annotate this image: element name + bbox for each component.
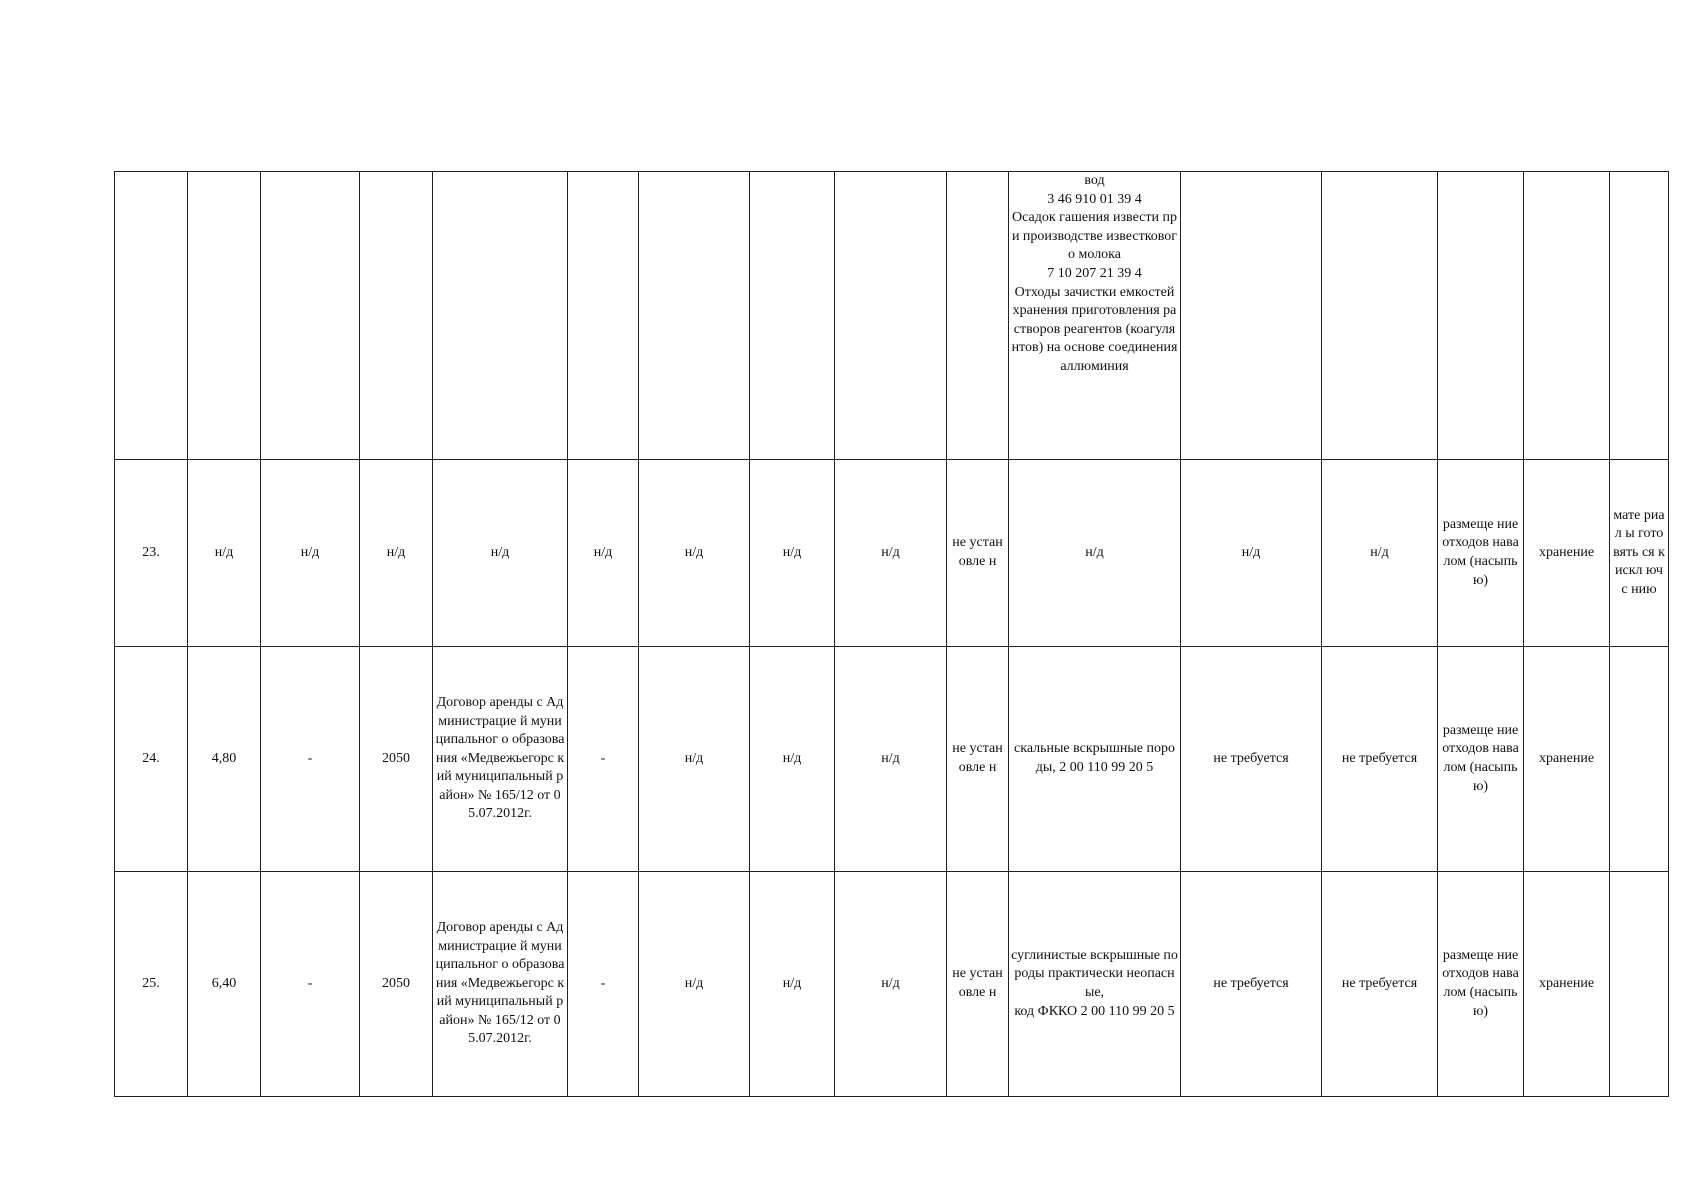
cell-empty	[1524, 172, 1610, 460]
table-row-25	[115, 872, 1669, 1097]
cell-waste-continuation: вод 3 46 910 01 39 4 Осадок гашения извести при производстве известкового молока 7 10 207 21 39 4 Отходы зачистки емкостей хранения приготовления растворов реагентов (коагулянтов) на основе соединения аллюминия	[1009, 172, 1181, 460]
cell-empty	[947, 172, 1009, 460]
cell-empty	[1181, 172, 1322, 460]
cell-area: 4,80	[188, 647, 261, 872]
cell-purpose: хранение	[1524, 647, 1610, 872]
cell-document: Договор аренды с Администрацие й муниципальног о образования «Медвежьегорс кий муниципальный район» № 165/12 от 05.07.2012г.	[433, 872, 568, 1097]
cell-waste: суглинистые вскрышные породы практически неопасные, код ФККО 2 00 110 99 20 5	[1009, 872, 1181, 1097]
cell-empty	[261, 172, 360, 460]
cell-empty	[1438, 172, 1524, 460]
cell-year: 2050	[360, 647, 433, 872]
cell-document: Договор аренды с Администрацие й муниципальног о образования «Медвежьегорс кий муниципальный район» № 165/12 от 05.07.2012г.	[433, 647, 568, 872]
cell-area: 6,40	[188, 872, 261, 1097]
cell-empty	[360, 172, 433, 460]
cell-col13: н/д	[1322, 460, 1438, 647]
cell-year: 2050	[360, 872, 433, 1097]
cell-col9: н/д	[835, 872, 947, 1097]
cell-col12: не требуется	[1181, 647, 1322, 872]
cell-document: н/д	[433, 460, 568, 647]
cell-area: н/д	[188, 460, 261, 647]
cell-col9: н/д	[835, 460, 947, 647]
cell-placement-method: размеще ние отходов навалом (насыпь ю)	[1438, 460, 1524, 647]
cell-col8: н/д	[750, 460, 835, 647]
cell-col3: -	[261, 647, 360, 872]
cell-col7: н/д	[639, 460, 750, 647]
cell-number: 24.	[115, 647, 188, 872]
cell-empty	[750, 172, 835, 460]
cell-empty	[1610, 172, 1669, 460]
table-row-continuation	[115, 172, 1669, 460]
cell-empty	[1322, 172, 1438, 460]
table-row-24	[115, 647, 1669, 872]
cell-empty	[115, 172, 188, 460]
cell-col8: н/д	[750, 647, 835, 872]
cell-col10: не устан овле н	[947, 647, 1009, 872]
cell-col10: не устан овле н	[947, 460, 1009, 647]
waste-register-table	[114, 171, 1669, 1097]
cell-col3: -	[261, 872, 360, 1097]
cell-col10: не устан овле н	[947, 872, 1009, 1097]
cell-col6: н/д	[568, 460, 639, 647]
cell-col7: н/д	[639, 647, 750, 872]
cell-number: 23.	[115, 460, 188, 647]
cell-col12: не требуется	[1181, 872, 1322, 1097]
cell-purpose: хранение	[1524, 872, 1610, 1097]
cell-col13: не требуется	[1322, 872, 1438, 1097]
cell-empty	[568, 172, 639, 460]
cell-col9: н/д	[835, 647, 947, 872]
cell-col8: н/д	[750, 872, 835, 1097]
cell-empty	[188, 172, 261, 460]
cell-empty	[433, 172, 568, 460]
cell-col13: не требуется	[1322, 647, 1438, 872]
cell-col7: н/д	[639, 872, 750, 1097]
cell-col12: н/д	[1181, 460, 1322, 647]
cell-empty	[835, 172, 947, 460]
cell-placement-method: размеще ние отходов навалом (насыпь ю)	[1438, 872, 1524, 1097]
cell-col6: -	[568, 647, 639, 872]
cell-waste: н/д	[1009, 460, 1181, 647]
cell-note: мате риал ы гото вять ся к искл ючс нию	[1610, 460, 1669, 647]
cell-note	[1610, 647, 1669, 872]
cell-note	[1610, 872, 1669, 1097]
cell-waste: скальные вскрышные породы, 2 00 110 99 20 5	[1009, 647, 1181, 872]
cell-number: 25.	[115, 872, 188, 1097]
cell-col3: н/д	[261, 460, 360, 647]
table-row-23	[115, 460, 1669, 647]
cell-year: н/д	[360, 460, 433, 647]
cell-purpose: хранение	[1524, 460, 1610, 647]
cell-placement-method: размеще ние отходов навалом (насыпь ю)	[1438, 647, 1524, 872]
cell-col6: -	[568, 872, 639, 1097]
cell-empty	[639, 172, 750, 460]
